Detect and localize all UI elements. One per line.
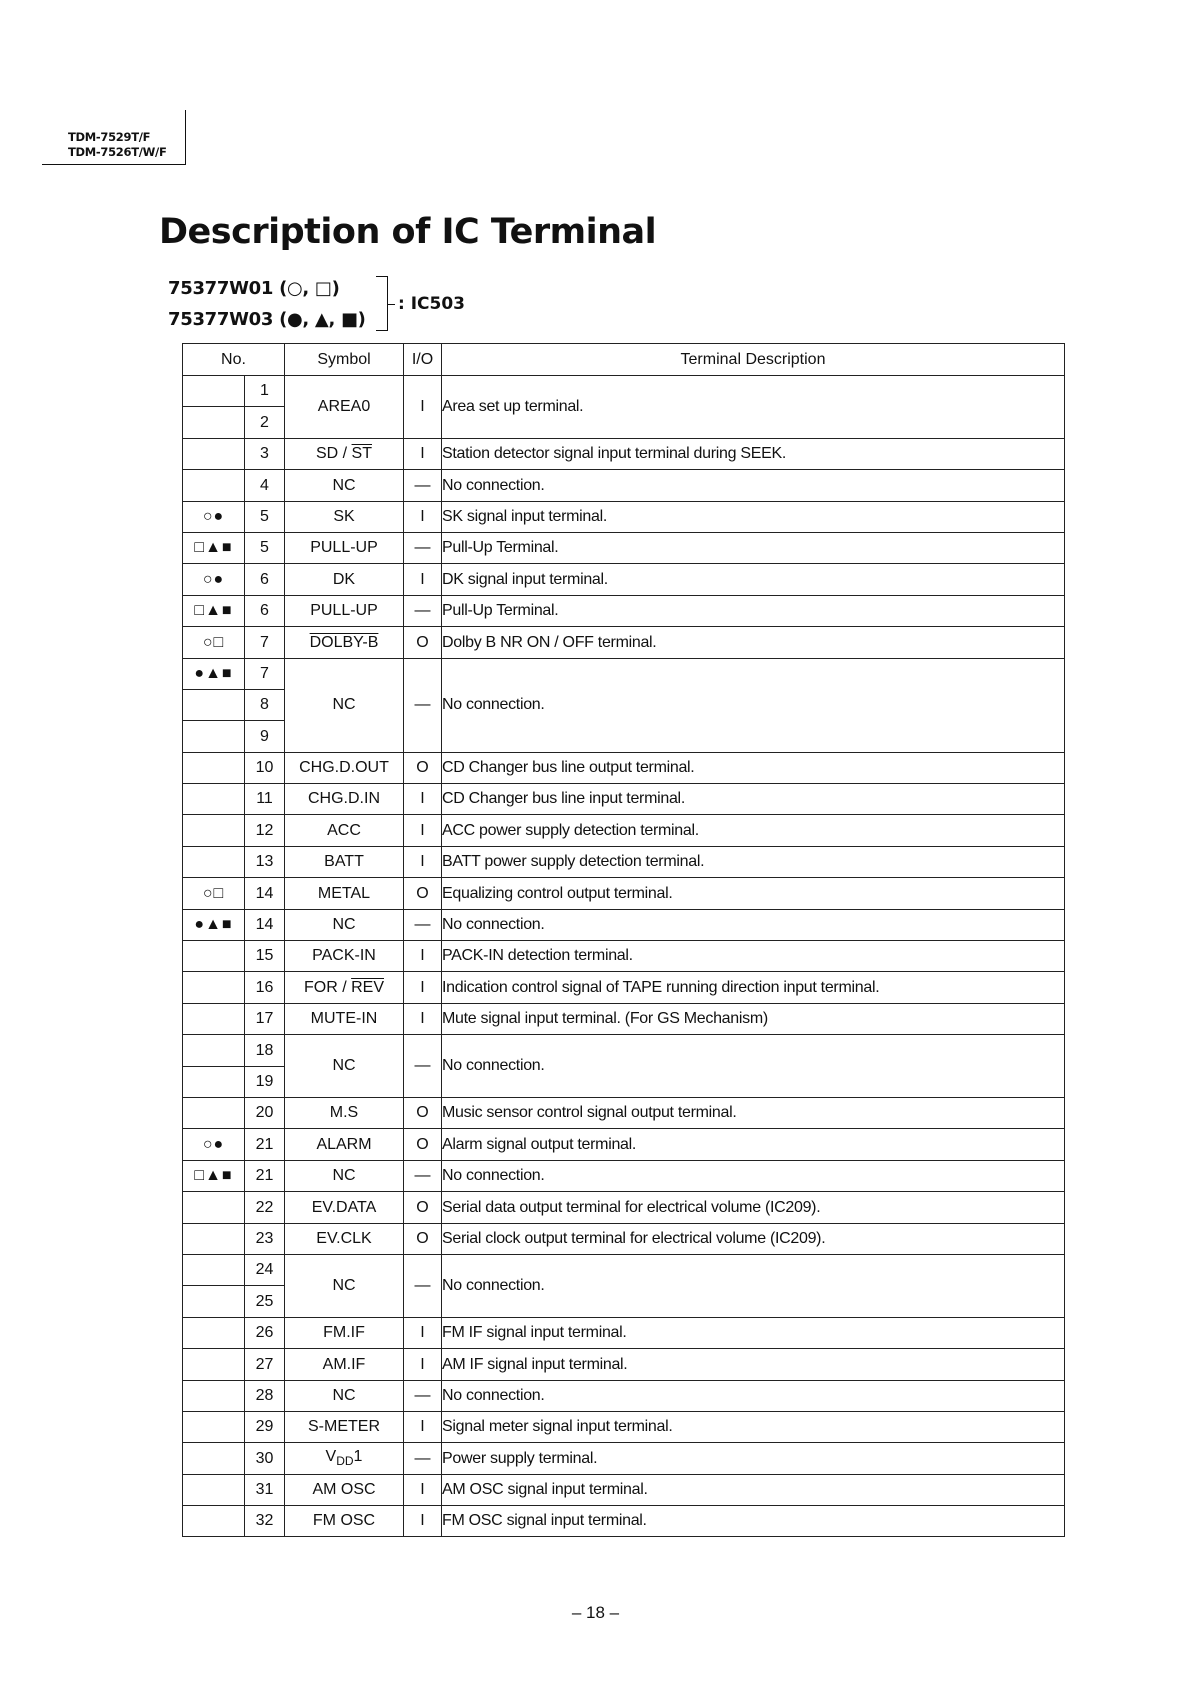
pin-io: —	[404, 1160, 442, 1191]
pin-description: No connection.	[442, 1254, 1065, 1317]
pin-number: 29	[245, 1411, 285, 1442]
variant-marks: □▲■	[183, 595, 245, 626]
table-row	[183, 972, 1065, 1003]
pin-number: 14	[245, 909, 285, 940]
pin-symbol: PULL-UP	[285, 595, 404, 626]
pin-io: O	[404, 1223, 442, 1254]
pin-io: O	[404, 1129, 442, 1160]
pin-description: Area set up terminal.	[442, 376, 1065, 439]
table-row	[183, 501, 1065, 532]
variant-marks	[183, 1003, 245, 1034]
pin-number: 19	[245, 1066, 285, 1097]
pin-number: 18	[245, 1035, 285, 1066]
pin-symbol: NC	[285, 1160, 404, 1191]
table-row	[183, 878, 1065, 909]
variant-marks	[183, 1411, 245, 1442]
pin-io: I	[404, 846, 442, 877]
table-row	[183, 1035, 1065, 1066]
pin-number: 25	[245, 1286, 285, 1317]
pin-io: —	[404, 595, 442, 626]
pin-io: —	[404, 532, 442, 563]
pin-symbol: EV.CLK	[285, 1223, 404, 1254]
pin-symbol: FM.IF	[285, 1317, 404, 1348]
pin-number: 7	[245, 627, 285, 658]
pin-symbol: FM OSC	[285, 1506, 404, 1537]
pin-symbol: PACK-IN	[285, 941, 404, 972]
variant-marks	[183, 1286, 245, 1317]
pin-symbol: DOLBY-B	[285, 627, 404, 658]
pin-description: No connection.	[442, 1160, 1065, 1191]
variant-marks: ○□	[183, 627, 245, 658]
variant-marks	[183, 815, 245, 846]
pin-io: I	[404, 438, 442, 469]
pin-io: —	[404, 1035, 442, 1098]
pin-description: CD Changer bus line output terminal.	[442, 752, 1065, 783]
pin-number: 15	[245, 941, 285, 972]
table-row	[183, 627, 1065, 658]
pin-number: 8	[245, 689, 285, 720]
pin-io: O	[404, 1097, 442, 1128]
pin-symbol: CHG.D.OUT	[285, 752, 404, 783]
pin-io: O	[404, 752, 442, 783]
ic-variant-line: 75377W01 (○, □)	[168, 278, 340, 299]
pin-io: I	[404, 941, 442, 972]
table-row	[183, 376, 1065, 407]
variant-marks: ○●	[183, 501, 245, 532]
pin-symbol: AREA0	[285, 376, 404, 439]
pin-description: BATT power supply detection terminal.	[442, 846, 1065, 877]
table-row	[183, 564, 1065, 595]
variant-marks: ●▲■	[183, 909, 245, 940]
table-row	[183, 1474, 1065, 1505]
ic-bracket-tick	[388, 304, 395, 305]
pin-number: 21	[245, 1129, 285, 1160]
pin-symbol: NC	[285, 1035, 404, 1098]
pin-number: 6	[245, 595, 285, 626]
header-symbol: Symbol	[285, 344, 404, 376]
variant-marks: ●▲■	[183, 658, 245, 689]
pin-description: DK signal input terminal.	[442, 564, 1065, 595]
variant-marks	[183, 438, 245, 469]
pin-io: I	[404, 1317, 442, 1348]
pin-symbol: ACC	[285, 815, 404, 846]
pin-number: 16	[245, 972, 285, 1003]
pin-number: 22	[245, 1192, 285, 1223]
pin-description: Alarm signal output terminal.	[442, 1129, 1065, 1160]
pin-description: AM IF signal input terminal.	[442, 1349, 1065, 1380]
variant-marks: □▲■	[183, 1160, 245, 1191]
pin-number: 13	[245, 846, 285, 877]
header-no: No.	[183, 344, 285, 376]
pin-symbol: PULL-UP	[285, 532, 404, 563]
pin-io: —	[404, 1380, 442, 1411]
variant-marks: ○□	[183, 878, 245, 909]
table-row	[183, 470, 1065, 501]
table-row	[183, 1380, 1065, 1411]
terminal-table	[182, 343, 1065, 1537]
pin-io: —	[404, 1443, 442, 1474]
pin-number: 6	[245, 564, 285, 595]
pin-io: I	[404, 1474, 442, 1505]
variant-marks	[183, 784, 245, 815]
variant-marks	[183, 1066, 245, 1097]
table-row	[183, 595, 1065, 626]
pin-io: I	[404, 784, 442, 815]
table-row	[183, 1506, 1065, 1537]
variant-marks	[183, 1254, 245, 1285]
table-row	[183, 1411, 1065, 1442]
table-row	[183, 1003, 1065, 1034]
pin-symbol: NC	[285, 909, 404, 940]
pin-symbol: AM.IF	[285, 1349, 404, 1380]
table-row	[183, 1349, 1065, 1380]
pin-description: Equalizing control output terminal.	[442, 878, 1065, 909]
table-row	[183, 1317, 1065, 1348]
variant-marks	[183, 1192, 245, 1223]
pin-number: 26	[245, 1317, 285, 1348]
pin-symbol: NC	[285, 1254, 404, 1317]
variant-marks	[183, 407, 245, 438]
pin-symbol: METAL	[285, 878, 404, 909]
pin-description: ACC power supply detection terminal.	[442, 815, 1065, 846]
table-row	[183, 1223, 1065, 1254]
pin-number: 10	[245, 752, 285, 783]
table-row	[183, 784, 1065, 815]
pin-io: I	[404, 376, 442, 439]
variant-marks	[183, 1097, 245, 1128]
pin-io: I	[404, 1506, 442, 1537]
pin-symbol: S-METER	[285, 1411, 404, 1442]
pin-description: Mute signal input terminal. (For GS Mechanism)	[442, 1003, 1065, 1034]
pin-description: SK signal input terminal.	[442, 501, 1065, 532]
pin-description: Serial clock output terminal for electrical volume (IC209).	[442, 1223, 1065, 1254]
table-row	[183, 1443, 1065, 1474]
pin-description: Station detector signal input terminal during SEEK.	[442, 438, 1065, 469]
table-row	[183, 941, 1065, 972]
ic-variant-line: 75377W03 (●, ▲, ■)	[168, 309, 366, 330]
variant-marks	[183, 752, 245, 783]
page-number: – 18 –	[571, 1603, 620, 1622]
pin-symbol: AM OSC	[285, 1474, 404, 1505]
pin-io: —	[404, 470, 442, 501]
variant-marks	[183, 846, 245, 877]
table-row	[183, 752, 1065, 783]
pin-description: Pull-Up Terminal.	[442, 595, 1065, 626]
model-number-box	[42, 110, 186, 165]
pin-description: No connection.	[442, 1380, 1065, 1411]
page-title: Description of IC Terminal	[159, 212, 657, 252]
pin-description: AM OSC signal input terminal.	[442, 1474, 1065, 1505]
variant-marks	[183, 721, 245, 752]
pin-io: O	[404, 627, 442, 658]
model-number: TDM-7529T/F	[68, 130, 151, 144]
pin-description: No connection.	[442, 909, 1065, 940]
pin-symbol: BATT	[285, 846, 404, 877]
ic-label: : IC503	[398, 294, 466, 314]
pin-description: Signal meter signal input terminal.	[442, 1411, 1065, 1442]
variant-marks	[183, 1474, 245, 1505]
pin-number: 17	[245, 1003, 285, 1034]
pin-number: 24	[245, 1254, 285, 1285]
pin-number: 28	[245, 1380, 285, 1411]
pin-symbol: MUTE-IN	[285, 1003, 404, 1034]
pin-number: 32	[245, 1506, 285, 1537]
variant-marks	[183, 1317, 245, 1348]
table-row	[183, 1160, 1065, 1191]
pin-number: 9	[245, 721, 285, 752]
pin-description: FM IF signal input terminal.	[442, 1317, 1065, 1348]
pin-number: 20	[245, 1097, 285, 1128]
variant-marks	[183, 470, 245, 501]
variant-marks	[183, 1443, 245, 1474]
pin-description: Power supply terminal.	[442, 1443, 1065, 1474]
variant-marks	[183, 972, 245, 1003]
pin-io: I	[404, 1349, 442, 1380]
table-header-row	[183, 344, 1065, 376]
header-io: I/O	[404, 344, 442, 376]
pin-symbol: EV.DATA	[285, 1192, 404, 1223]
pin-number: 1	[245, 376, 285, 407]
pin-symbol: $V_{DD}1$	[285, 1443, 404, 1474]
pin-number: 3	[245, 438, 285, 469]
pin-io: O	[404, 878, 442, 909]
pin-description: Indication control signal of TAPE running direction input terminal.	[442, 972, 1065, 1003]
pin-symbol: FOR / $\overline{REV}$	[285, 972, 404, 1003]
pin-io: —	[404, 909, 442, 940]
pin-symbol: SD / $\overline{ST}$	[285, 438, 404, 469]
table-row	[183, 1254, 1065, 1285]
pin-io: I	[404, 564, 442, 595]
ic-bracket	[376, 276, 388, 331]
pin-description: FM OSC signal input terminal.	[442, 1506, 1065, 1537]
pin-number: 21	[245, 1160, 285, 1191]
pin-symbol: NC	[285, 658, 404, 752]
pin-description: CD Changer bus line input terminal.	[442, 784, 1065, 815]
pin-description: No connection.	[442, 470, 1065, 501]
pin-number: 4	[245, 470, 285, 501]
table-row	[183, 438, 1065, 469]
variant-marks: ○●	[183, 1129, 245, 1160]
pin-description: No connection.	[442, 1035, 1065, 1098]
pin-io: —	[404, 1254, 442, 1317]
pin-number: 14	[245, 878, 285, 909]
pin-symbol: ALARM	[285, 1129, 404, 1160]
pin-number: 7	[245, 658, 285, 689]
variant-marks	[183, 376, 245, 407]
variant-marks	[183, 1506, 245, 1537]
pin-io: O	[404, 1192, 442, 1223]
pin-number: 5	[245, 532, 285, 563]
table-row	[183, 658, 1065, 689]
variant-marks: □▲■	[183, 532, 245, 563]
pin-description: No connection.	[442, 658, 1065, 752]
variant-marks	[183, 1035, 245, 1066]
pin-number: 30	[245, 1443, 285, 1474]
pin-number: 11	[245, 784, 285, 815]
pin-number: 27	[245, 1349, 285, 1380]
pin-symbol: M.S	[285, 1097, 404, 1128]
pin-symbol: NC	[285, 470, 404, 501]
table-row	[183, 909, 1065, 940]
table-row	[183, 532, 1065, 563]
pin-io: I	[404, 815, 442, 846]
pin-symbol: DK	[285, 564, 404, 595]
variant-marks	[183, 689, 245, 720]
pin-description: Pull-Up Terminal.	[442, 532, 1065, 563]
pin-io: I	[404, 501, 442, 532]
variant-marks	[183, 1349, 245, 1380]
pin-number: 23	[245, 1223, 285, 1254]
pin-number: 2	[245, 407, 285, 438]
variant-marks	[183, 1380, 245, 1411]
table-row	[183, 1192, 1065, 1223]
table-row	[183, 846, 1065, 877]
pin-io: —	[404, 658, 442, 752]
pin-number: 5	[245, 501, 285, 532]
pin-io: I	[404, 1411, 442, 1442]
table-row	[183, 815, 1065, 846]
table-row	[183, 1129, 1065, 1160]
pin-io: I	[404, 972, 442, 1003]
pin-description: PACK-IN detection terminal.	[442, 941, 1065, 972]
pin-description: Music sensor control signal output terminal.	[442, 1097, 1065, 1128]
pin-description: Serial data output terminal for electrical volume (IC209).	[442, 1192, 1065, 1223]
pin-description: Dolby B NR ON / OFF terminal.	[442, 627, 1065, 658]
pin-symbol: SK	[285, 501, 404, 532]
model-number: TDM-7526T/W/F	[68, 145, 167, 159]
variant-marks: ○●	[183, 564, 245, 595]
pin-io: I	[404, 1003, 442, 1034]
table-row	[183, 1097, 1065, 1128]
variant-marks	[183, 1223, 245, 1254]
header-description: Terminal Description	[442, 344, 1065, 376]
variant-marks	[183, 941, 245, 972]
pin-number: 12	[245, 815, 285, 846]
pin-number: 31	[245, 1474, 285, 1505]
pin-symbol: CHG.D.IN	[285, 784, 404, 815]
pin-symbol: NC	[285, 1380, 404, 1411]
